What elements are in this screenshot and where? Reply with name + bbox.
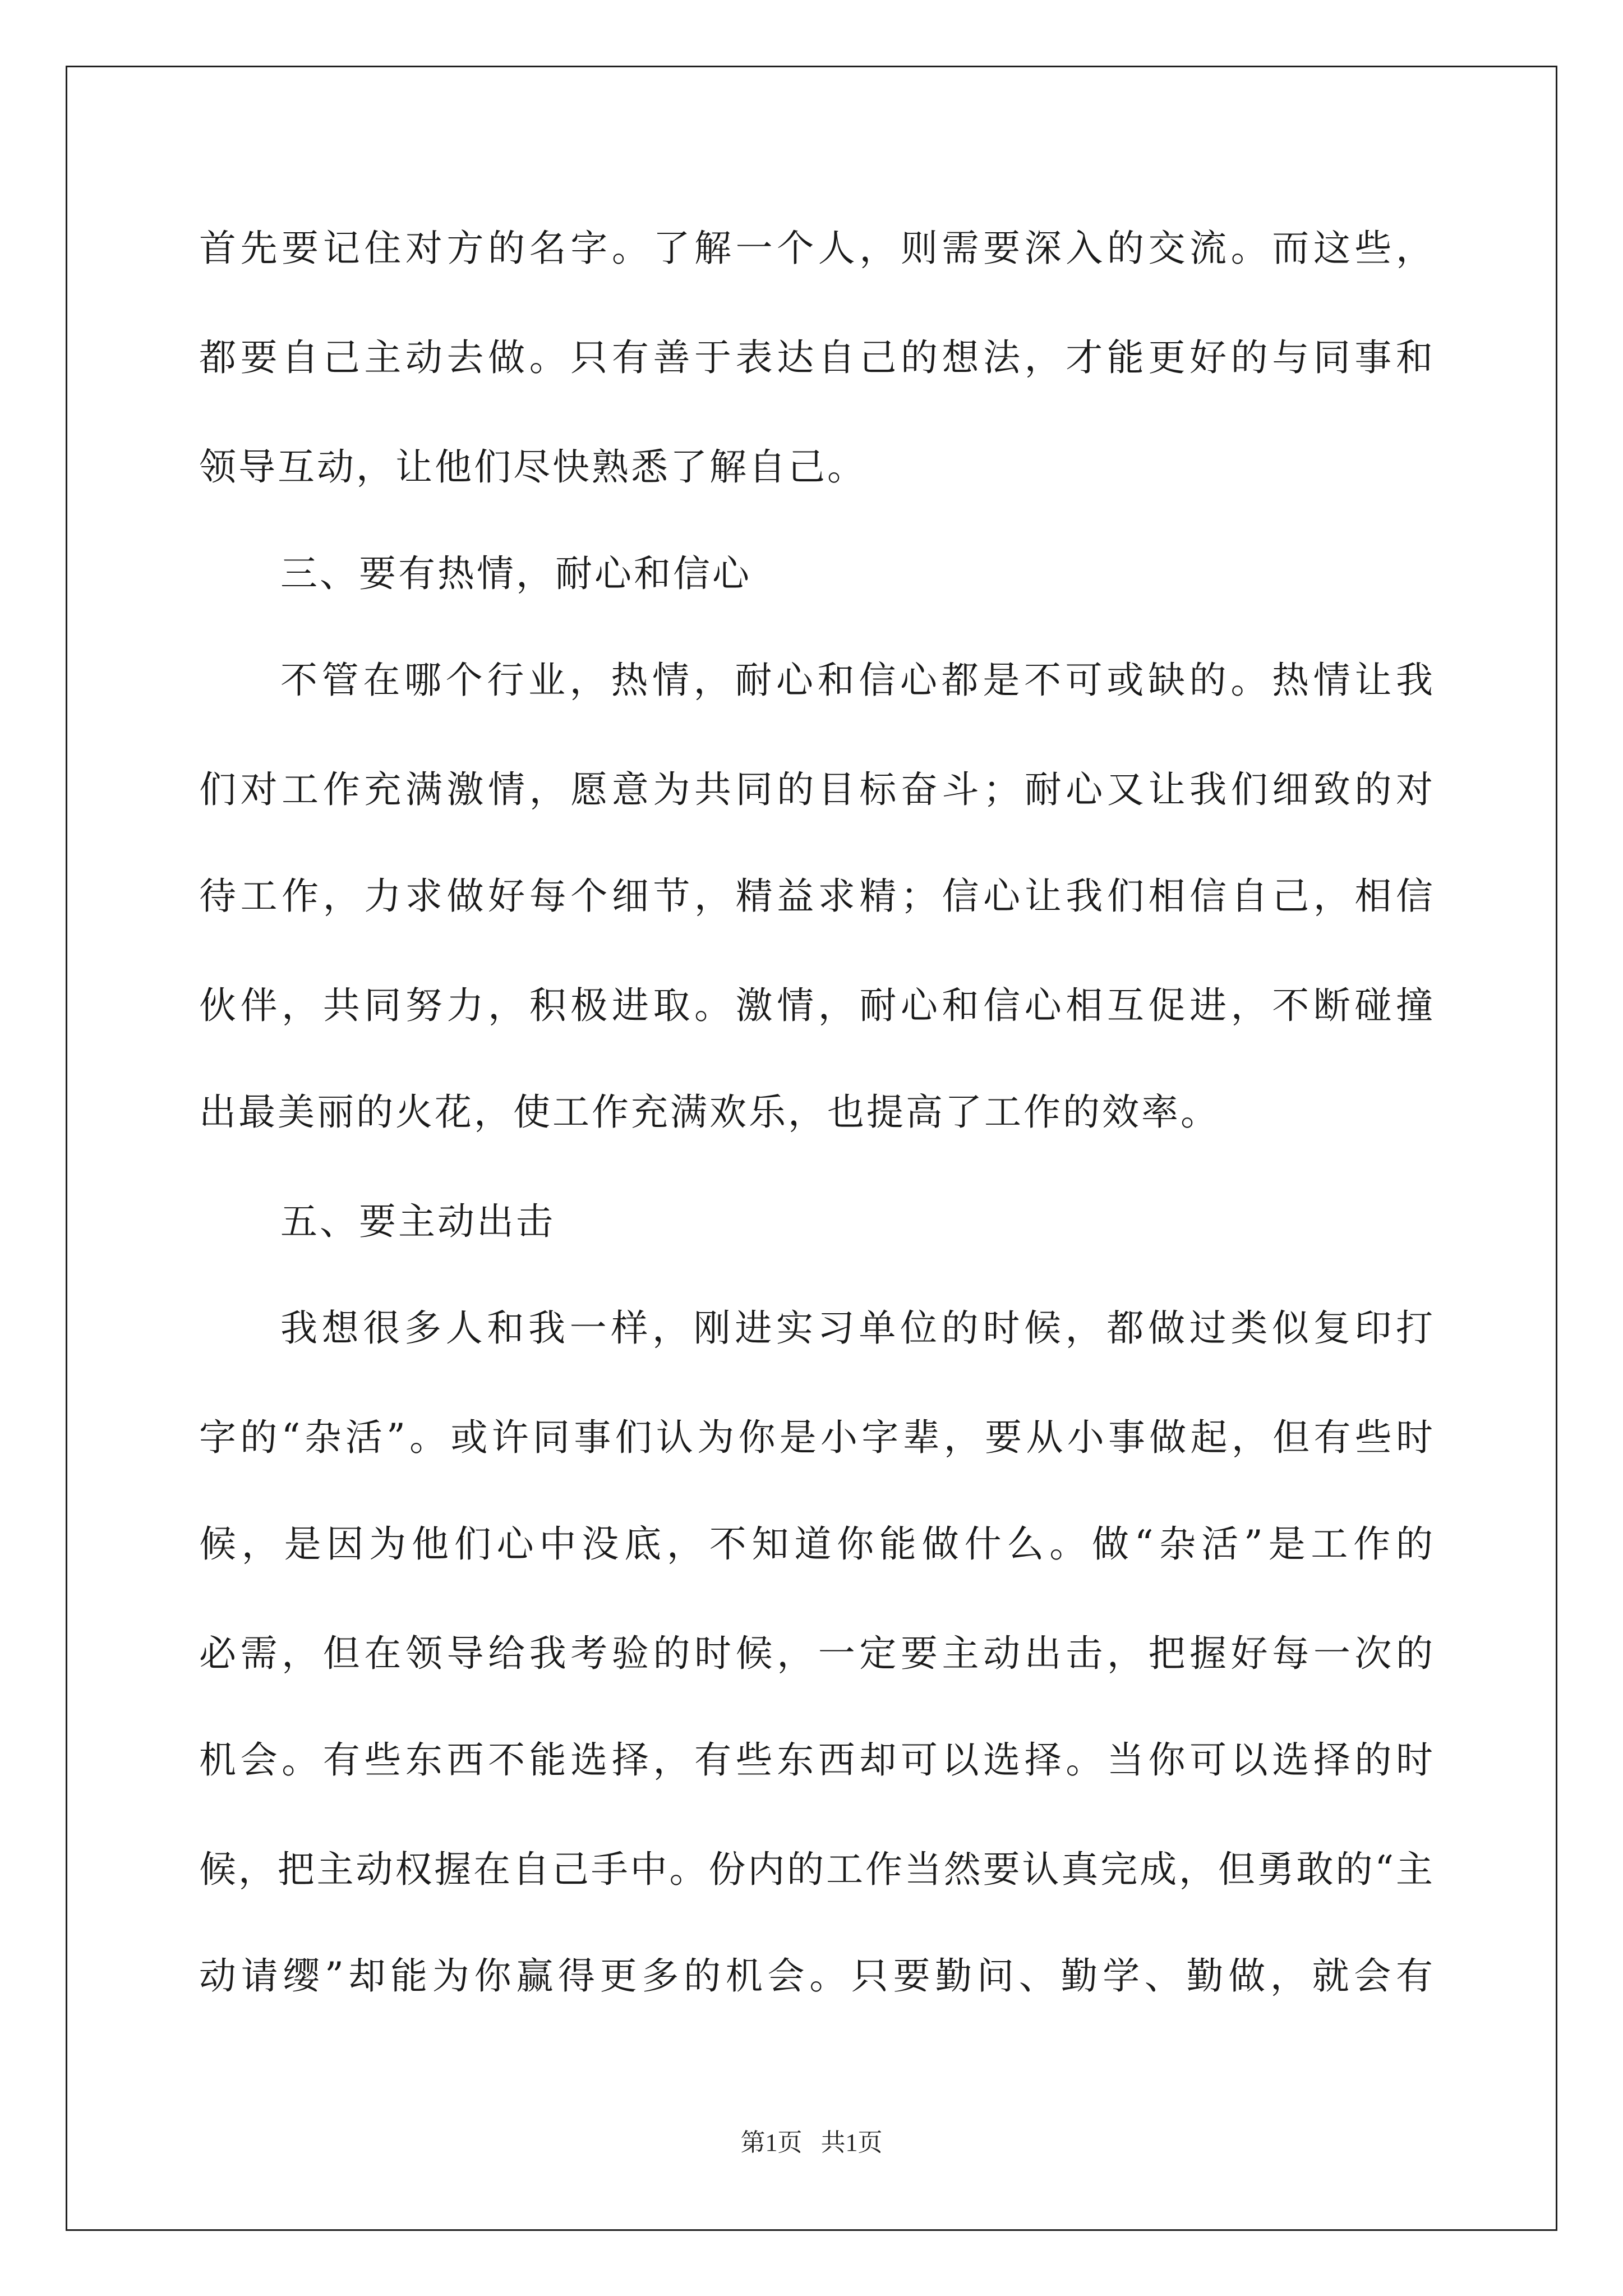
body-line: 字的“杂活”。或许同事们认为你是小字辈，要从小事做起，但有些时 xyxy=(199,1416,1433,1459)
body-line: 待工作，力求做好每个细节，精益求精；信心让我们相信自己，相信 xyxy=(199,875,1433,918)
page-border xyxy=(66,66,1557,2231)
body-line: 机会。有些东西不能选择，有些东西却可以选择。当你可以选择的时 xyxy=(199,1738,1433,1782)
body-line: 动请缨”却能为你赢得更多的机会。只要勤问、勤学、勤做，就会有 xyxy=(199,1954,1433,1998)
section-heading: 三、要有热情，耐心和信心 xyxy=(280,552,751,595)
body-line: 出最美丽的火花，使工作充满欢乐，也提高了工作的效率。 xyxy=(199,1091,1220,1134)
body-line: 不管在哪个行业，热情，耐心和信心都是不可或缺的。热情让我 xyxy=(280,659,1433,702)
body-line: 候，是因为他们心中没底，不知道你能做什么。做“杂活”是工作的 xyxy=(199,1522,1433,1566)
body-line: 必需，但在领导给我考验的时候，一定要主动出击，把握好每一次的 xyxy=(199,1632,1433,1675)
body-line: 我想很多人和我一样，刚进实习单位的时候，都做过类似复印打 xyxy=(280,1306,1433,1350)
body-line: 都要自己主动去做。只有善于表达自己的想法，才能更好的与同事和 xyxy=(199,336,1433,379)
body-line: 领导互动，让他们尽快熟悉了解自己。 xyxy=(199,445,866,489)
body-line: 伙伴，共同努力，积极进取。激情，耐心和信心相互促进，不断碰撞 xyxy=(199,984,1433,1027)
page-total: 共1页 xyxy=(820,2129,883,2156)
body-line: 们对工作充满激情，愿意为共同的目标奋斗；耐心又让我们细致的对 xyxy=(199,768,1433,811)
page-number: 第1页 xyxy=(740,2129,803,2156)
body-line: 候，把主动权握在自己手中。份内的工作当然要认真完成，但勇敢的“主 xyxy=(199,1848,1433,1891)
section-heading: 五、要主动出击 xyxy=(280,1200,555,1243)
page-footer xyxy=(0,2126,1623,2160)
body-line: 首先要记住对方的名字。了解一个人，则需要深入的交流。而这些， xyxy=(199,227,1433,270)
